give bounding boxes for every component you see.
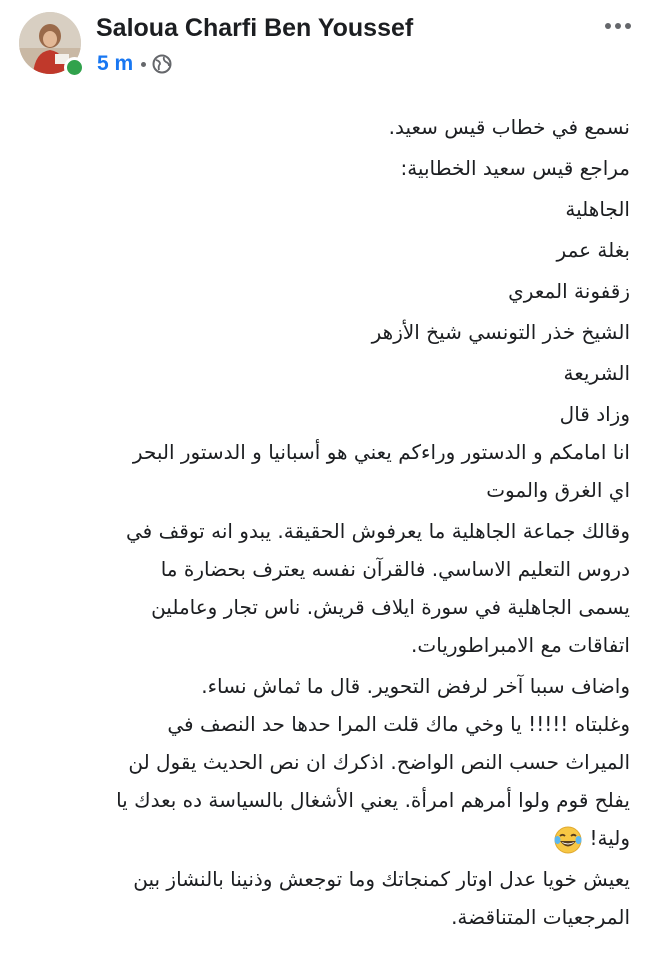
post-line: الجاهلية (565, 197, 630, 221)
post-line-with-emoji (30, 819, 630, 857)
laughing-tears-emoji-icon (553, 825, 583, 855)
post-line: وزاد قال (559, 402, 630, 426)
more-options-icon-dot (625, 23, 631, 29)
post-line: وغلبتاه !!!!! يا وخي ماك قلت المرا حدها حد النصف في (167, 712, 630, 736)
more-options-button[interactable] (596, 14, 640, 38)
post-line: اي الغرق والموت (486, 478, 630, 502)
author-name[interactable]: Saloua Charfi Ben Youssef (96, 14, 414, 42)
post-line: واضاف سببا آخر لرفض التحوير. قال ما ثماش نساء. (201, 674, 630, 698)
post-line: الشيخ خذر التونسي شيخ الأزهر (371, 320, 630, 344)
post-line: المرجعيات المتناقضة. (451, 905, 630, 929)
post-line: يفلح قوم ولوا أمرهم امرأة. يعني الأشغال بالسياسة ده بعدك يا (116, 788, 630, 812)
post-line: زقفونة المعري (508, 279, 630, 303)
post-line: بغلة عمر (556, 238, 630, 262)
post-line: وقالك جماعة الجاهلية ما يعرفوش الحقيقة. يبدو انه توقف في (125, 519, 630, 543)
post-line: انا امامكم و الدستور وراءكم يعني هو أسبانيا و الدستور البحر (132, 440, 630, 464)
post-line: دروس التعليم الاساسي. فالقرآن نفسه يعترف بحضارة ما (160, 557, 630, 581)
globe-icon[interactable] (152, 54, 172, 74)
post-line: يعيش خويا عدل اوتار كمنجاتك وما توجعش وذنينا بالنشاز بين (133, 867, 630, 891)
online-status-dot (64, 57, 85, 78)
post-line: الميراث حسب النص الواضح. اذكرك ان نص الحديث يقول لن (128, 750, 630, 774)
post-meta (97, 51, 172, 77)
more-options-icon-dot (615, 23, 621, 29)
post-timestamp[interactable]: 5 m (97, 52, 134, 75)
post-line: يسمى الجاهلية في سورة ايلاف قريش. ناس تجار وعاملين (151, 595, 630, 619)
post-line: نسمع في خطاب قيس سعيد. (388, 115, 630, 139)
post-line: مراجع قيس سعيد الخطابية: (400, 156, 630, 180)
more-options-icon (605, 23, 611, 29)
post-line: ولية! (589, 826, 630, 850)
post-line: اتفاقات مع الامبراطوريات. (411, 633, 630, 657)
post-line: الشريعة (563, 361, 630, 385)
post-header (0, 0, 660, 86)
post-text (30, 108, 630, 936)
meta-separator-dot (141, 62, 146, 67)
